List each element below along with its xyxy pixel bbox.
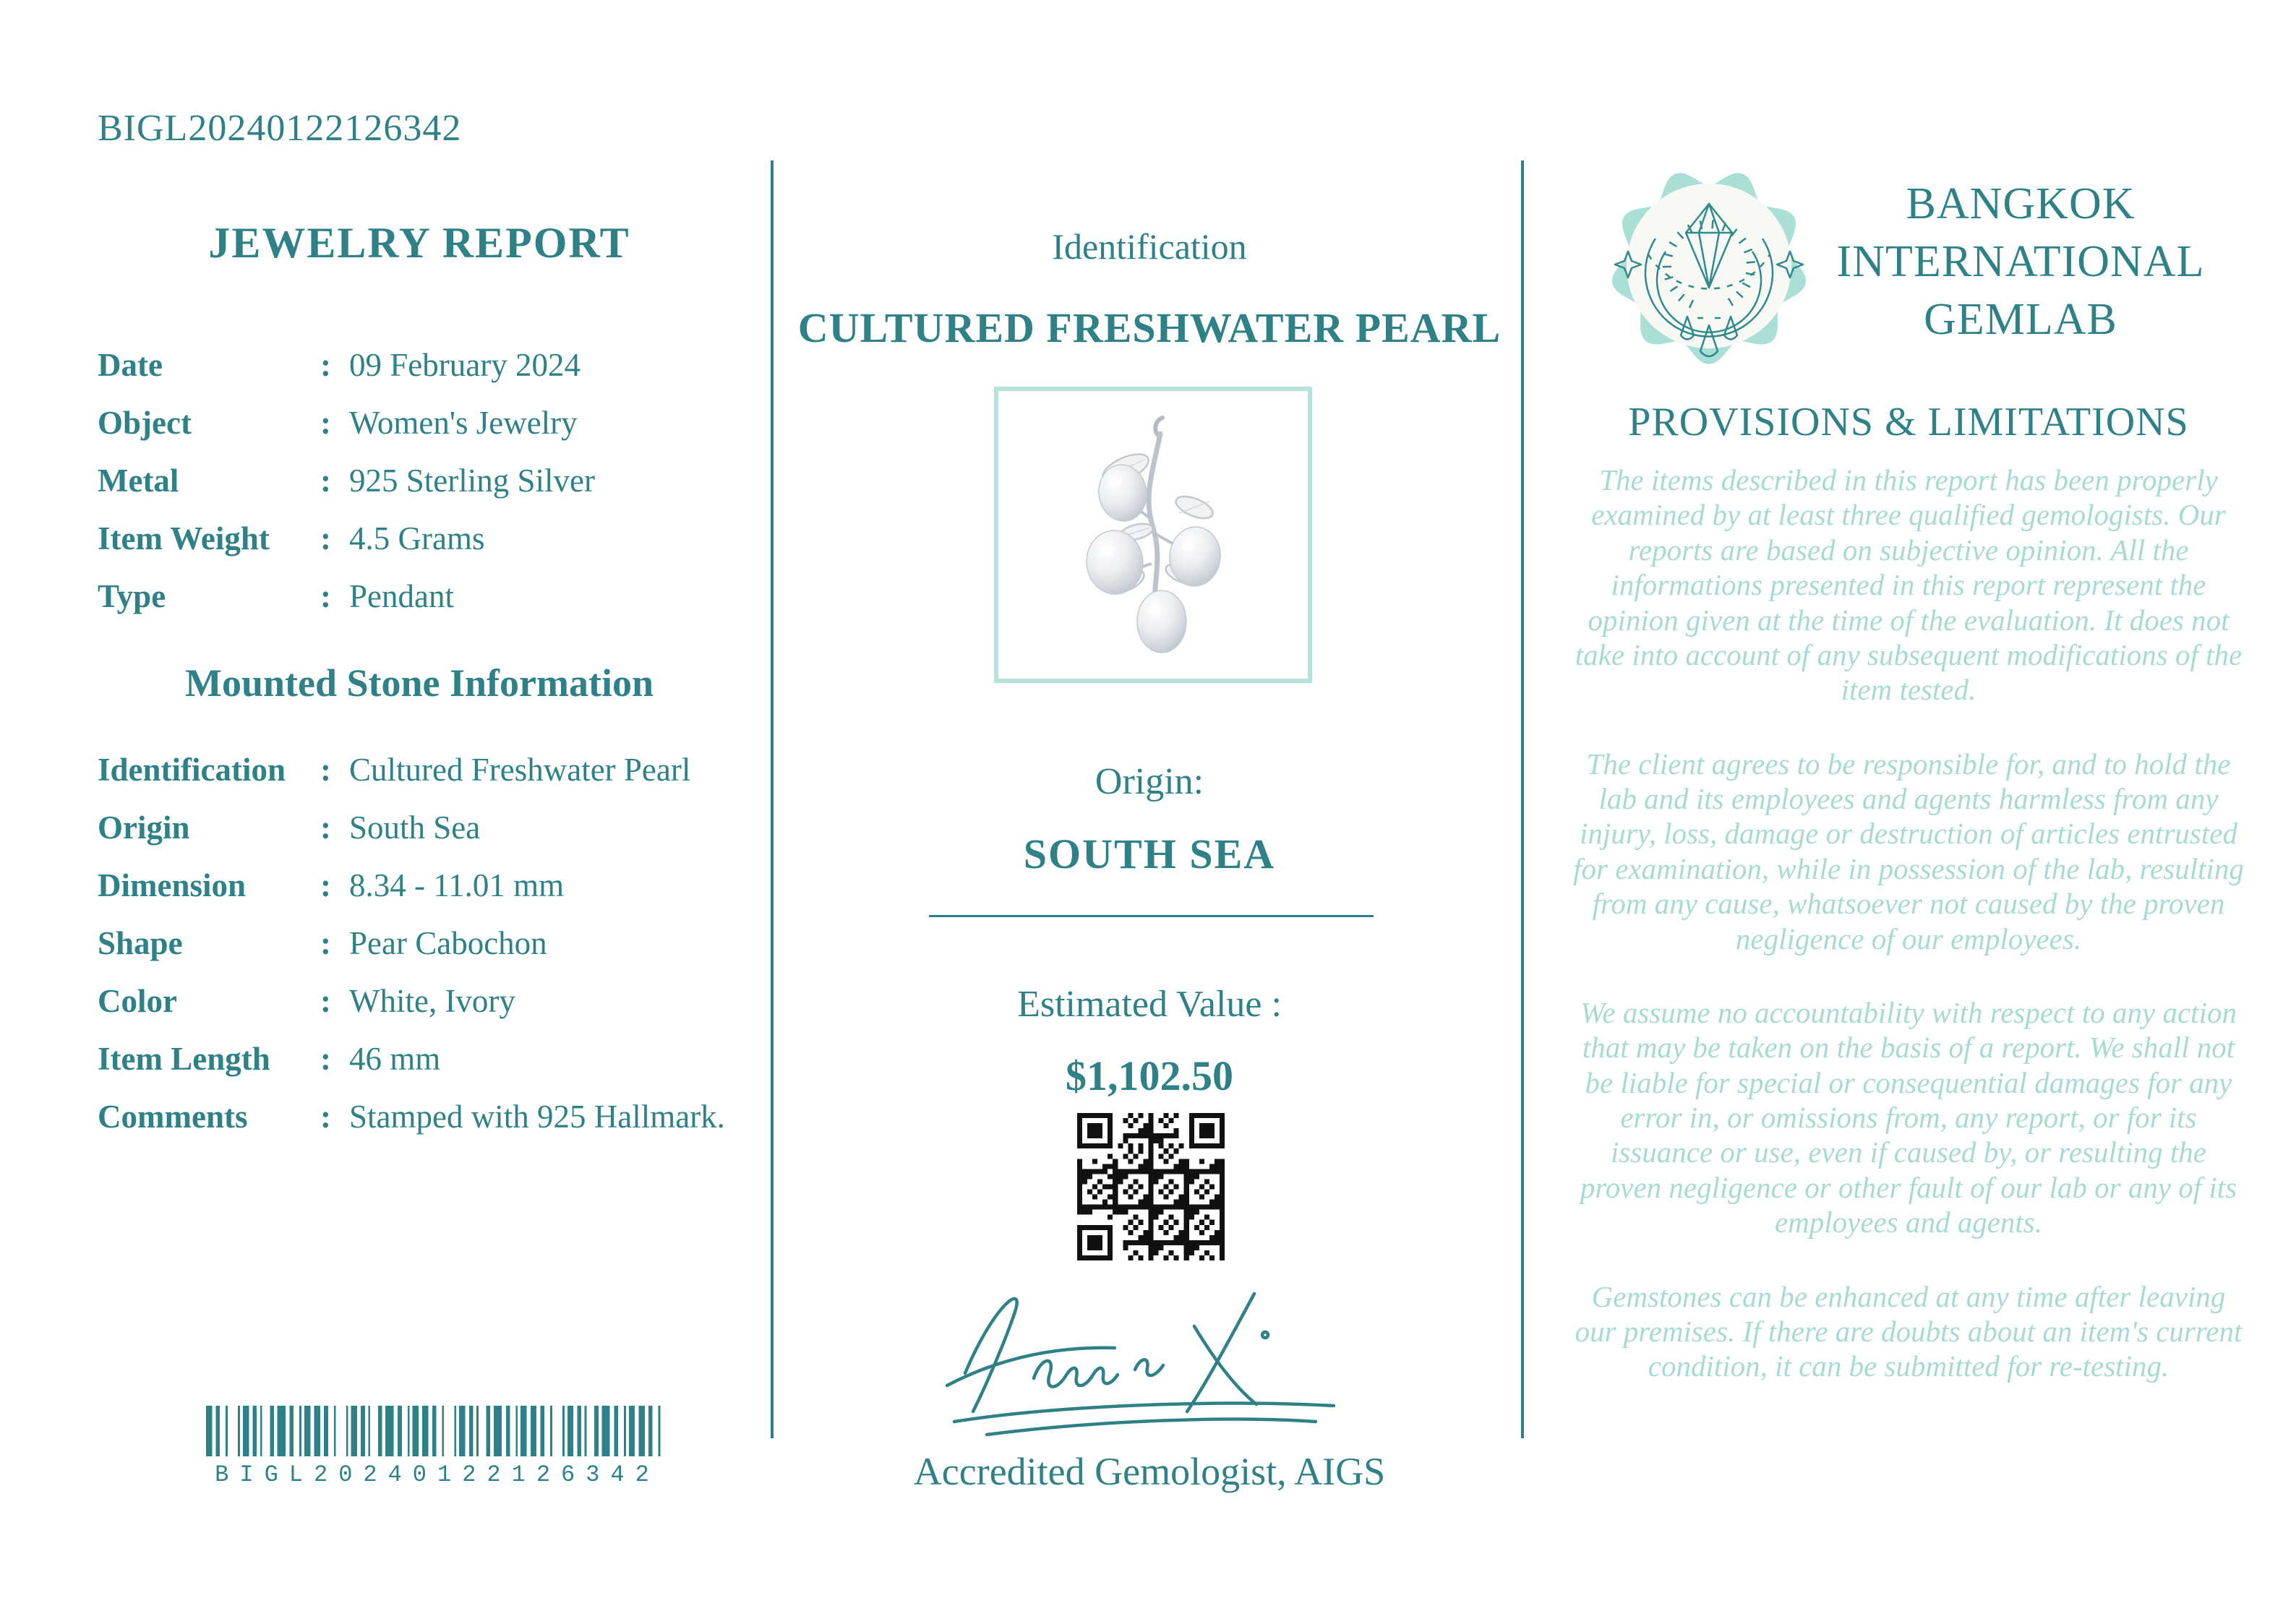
table-row [98, 972, 748, 1030]
table-row [98, 741, 748, 799]
table-row [98, 510, 748, 567]
table-row [98, 914, 748, 972]
stone-details-table [98, 741, 748, 1146]
report-title: JEWELRY REPORT [208, 219, 630, 267]
field-label: Dimension [98, 867, 247, 903]
field-label: Item Length [98, 1041, 270, 1077]
barcode-block [206, 1406, 669, 1488]
estimated-value-label: Estimated Value : [1017, 984, 1282, 1025]
field-value: Pear Cabochon [349, 925, 547, 961]
field-value: Women's Jewelry [349, 405, 578, 441]
provision-paragraph: The items described in this report has been properly examined by at least three qualified gemologists. Our reports are based on subjective opinion. All the informations presented in this report represent the opinion given at the time of the evaluation. It does not take into account of any subsequent modifications of the item tested. [1575, 463, 2243, 707]
field-value: 8.34 - 11.01 mm [349, 867, 565, 903]
field-label: Origin [98, 809, 190, 846]
field-colon: : [320, 925, 331, 961]
column-divider-right [1521, 160, 1524, 1438]
table-row [98, 452, 748, 510]
field-label: Color [98, 983, 177, 1019]
field-value: 925 Sterling Silver [349, 463, 595, 499]
field-colon: : [320, 752, 331, 788]
pearl-pendant-photo [1045, 412, 1261, 658]
middle-divider-line [929, 915, 1374, 917]
field-colon: : [320, 578, 331, 614]
field-colon: : [320, 405, 331, 441]
field-label: Date [98, 347, 163, 383]
field-colon: : [320, 809, 331, 846]
identification-result: CULTURED FRESHWATER PEARL [797, 304, 1502, 351]
field-value: Cultured Freshwater Pearl [349, 752, 691, 788]
table-row [98, 394, 748, 452]
provisions-heading: PROVISIONS & LIMITATIONS [1628, 400, 2189, 444]
field-value: South Sea [349, 809, 481, 846]
field-label: Shape [98, 925, 183, 961]
provision-paragraph: The client agrees to be responsible for, and to hold the lab and its employees and agents harmless from any injury, loss, damage or destruction of articles entrusted for examination, while in possession of the lab, resulting from any cause, whatsoever not caused by the proven negligence of our employees. [1573, 747, 2244, 955]
table-row [98, 1088, 748, 1146]
table-row [98, 1030, 748, 1088]
stone-section-title: Mounted Stone Information [184, 661, 654, 705]
field-label: Item Weight [98, 520, 270, 557]
field-value: Pendant [349, 578, 454, 614]
field-value: White, Ivory [349, 983, 515, 1019]
table-row [98, 336, 748, 394]
field-label: Metal [98, 463, 179, 499]
lab-name-line: GEMLAB [1924, 295, 2117, 344]
column-divider-left [771, 160, 774, 1438]
signature-icon [925, 1261, 1374, 1442]
field-colon: : [320, 520, 331, 557]
field-colon: : [320, 1099, 331, 1135]
field-label: Object [98, 405, 192, 441]
report-number: BIGL20240122126342 [98, 108, 462, 149]
pendant-photo-frame [994, 387, 1312, 683]
identification-heading: Identification [1052, 226, 1247, 267]
signer-title: Accredited Gemologist, AIGS [913, 1450, 1386, 1493]
field-colon: : [320, 983, 331, 1019]
provisions-paragraphs [1573, 463, 2244, 1423]
field-value: 4.5 Grams [349, 520, 485, 557]
provision-paragraph: We assume no accountability with respect to any action that may be taken on the basis of a report. We shall not be liable for special or consequential damages for any error in, or omissions from, any report, or for its issuance or use, even if caused by, or resulting the proven negligence or other fault of our lab or any of its employees and agents. [1580, 995, 2237, 1240]
lab-name [1811, 175, 2230, 348]
barcode-text: BIGL20240122126342 [215, 1461, 660, 1488]
lab-name-line: BANGKOK [1906, 179, 2136, 228]
lab-name-line: INTERNATIONAL [1836, 237, 2205, 286]
field-label: Type [98, 578, 166, 614]
qr-code-icon [1077, 1113, 1225, 1260]
field-value: 46 mm [349, 1041, 441, 1077]
estimated-value: $1,102.50 [1066, 1052, 1233, 1099]
field-colon: : [320, 867, 331, 903]
field-label: Identification [98, 752, 286, 788]
barcode-icon [206, 1406, 669, 1456]
origin-value: SOUTH SEA [1023, 830, 1276, 877]
field-value: 09 February 2024 [349, 347, 581, 383]
gemlab-logo-icon [1606, 163, 1812, 369]
table-row [98, 799, 748, 856]
field-label: Comments [98, 1099, 248, 1135]
table-row [98, 567, 748, 625]
item-details-table [98, 336, 748, 625]
field-colon: : [320, 463, 331, 499]
field-colon: : [320, 1041, 331, 1077]
origin-label: Origin: [1095, 761, 1204, 802]
field-colon: : [320, 347, 331, 383]
field-value: Stamped with 925 Hallmark. [349, 1099, 725, 1135]
provision-paragraph: Gemstones can be enhanced at any time after leaving our premises. If there are doubts about an item's current condition, it can be submitted for re-testing. [1575, 1279, 2243, 1383]
table-row [98, 856, 748, 914]
